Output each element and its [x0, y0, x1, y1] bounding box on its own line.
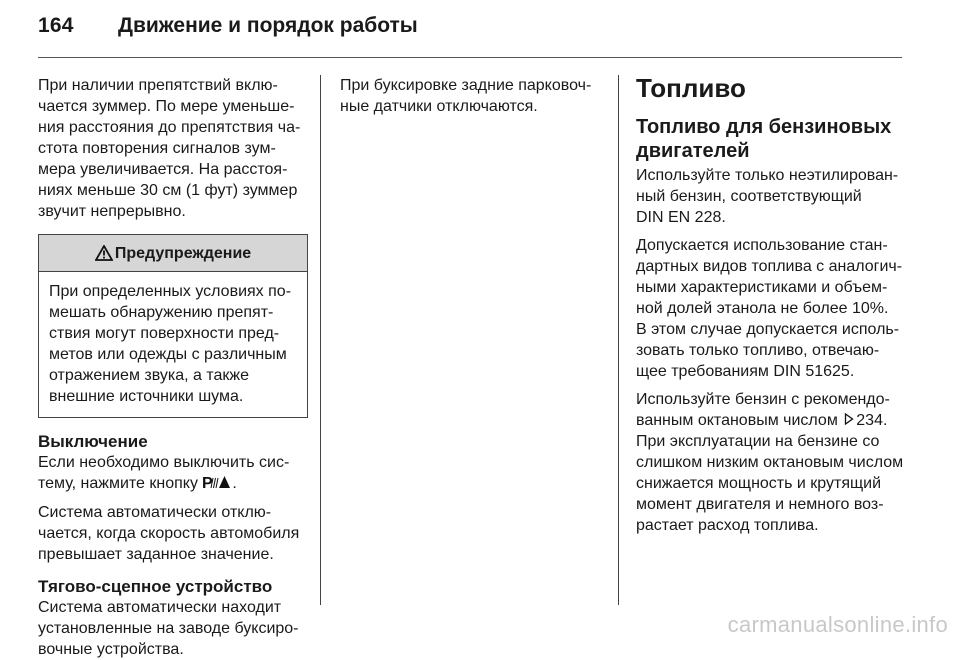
header-divider [38, 57, 902, 58]
fuel-paragraph-3: Используйте бензин с рекомендо- ванным октановым числом 234. При эксплуатации на бензине со слишком низким октановым числом снижается мощность и крутящий момент двигателя и немного воз- растает расход топлива. [636, 391, 904, 534]
warning-title: Предупреждение [114, 244, 252, 262]
intro-paragraph: При наличии препятствий вклю- чается зуммер. По мере уменьше- ния расстояния до препятствия ча- стота повторения сигналов зум- мера увеличивается. На расстоя- ниях меньше 30 см (1 фут) зуммер звучит непрерывно. [38, 77, 301, 220]
subsection-heading-petrol: Топливо для бензиновых двигателей [636, 116, 892, 162]
tow-paragraph: Система автоматически находит установленные на заводе буксиро- вочные устройства. [38, 599, 299, 658]
towing-paragraph: При буксировке задние парковоч- ные датчики отключаются. [340, 77, 592, 115]
page-title: Движение и порядок работы [118, 14, 418, 37]
auto-off-paragraph: Система автоматически отклю- чается, когда скорость автомобиля превышает заданное значение. [38, 504, 300, 563]
warning-box [38, 234, 308, 418]
park-assist-icon [202, 474, 232, 490]
column-1 [38, 75, 308, 660]
warning-triangle-icon [95, 245, 113, 261]
column-divider [618, 75, 619, 605]
fuel-paragraph-2: Допускается использование стан- дартных видов топлива с аналогич- ными характеристиками и объем- ной долей этанола не более 10%. В этом случае допускается исполь- зовать только топливо, отвечаю- щее требованиям DIN 51625. [636, 237, 903, 380]
off-paragraph: Если необходимо выключить сис- тему, нажмите кнопку P . [38, 454, 290, 492]
page-number: 164 [38, 14, 74, 37]
section-heading-fuel: Топливо [636, 73, 746, 103]
column-3 [636, 75, 906, 536]
warning-header [39, 235, 307, 272]
column-divider [320, 75, 321, 605]
fuel-paragraph-1: Используйте только неэтилирован- ный бензин, соответствующий DIN EN 228. [636, 167, 899, 226]
column-2 [340, 75, 610, 117]
svg-text:P: P [202, 475, 214, 490]
reference-arrow-icon[interactable] [844, 413, 854, 425]
page-reference-link[interactable]: 234. [856, 412, 888, 429]
watermark: carmanualsonline.info [727, 612, 948, 637]
section-heading-tow: Тягово-сцепное устройство [38, 577, 273, 596]
page-header [38, 14, 902, 48]
warning-text: При определенных условиях по- мешать обнаружению препят- ствия могут поверхности пред- метов или одежды с различным отражением звука, а также внешние источники шума. [49, 283, 292, 405]
section-heading-off: Выключение [38, 432, 148, 451]
